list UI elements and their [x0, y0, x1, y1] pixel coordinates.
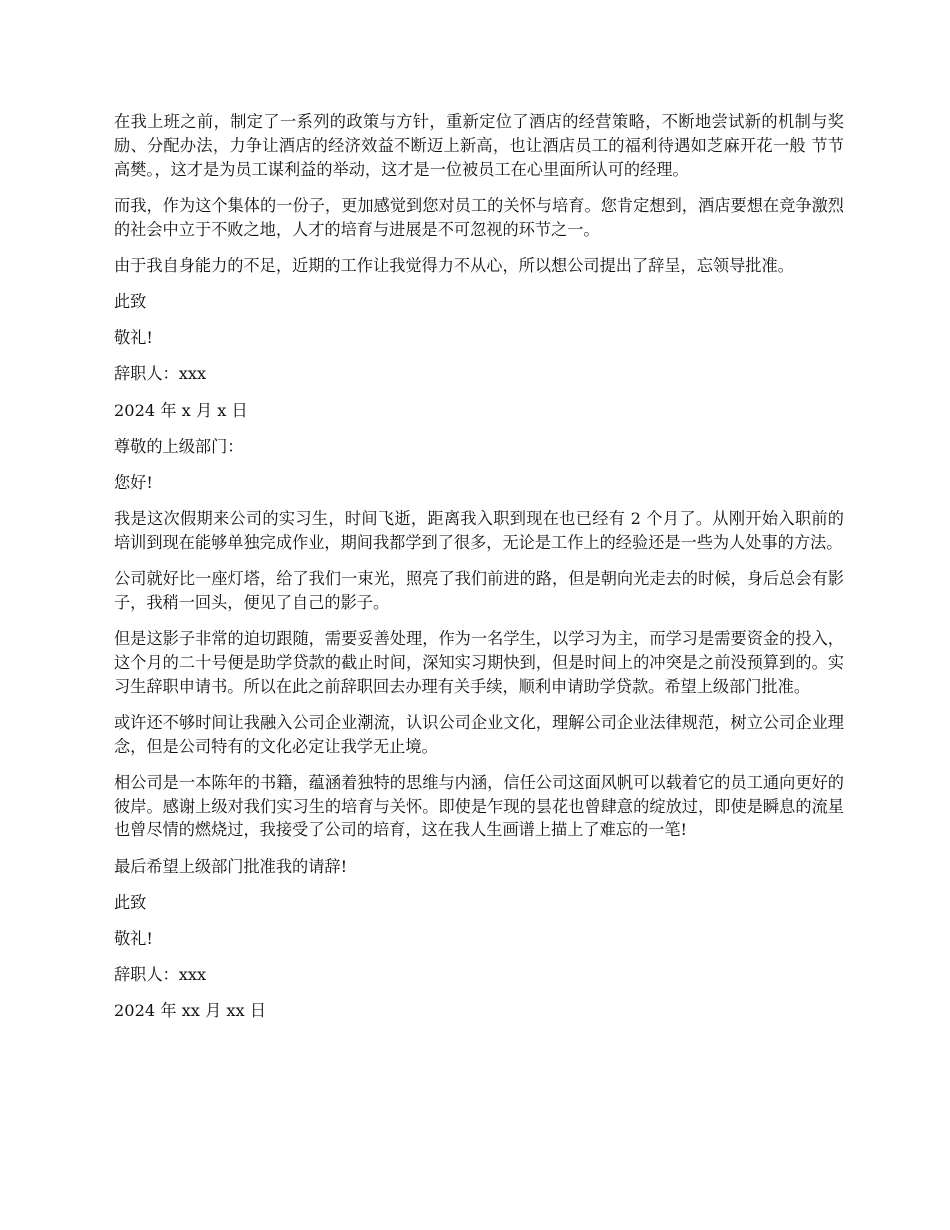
letter-hello: 您好!	[114, 472, 153, 492]
closing-regards-2: 敬礼!	[114, 928, 153, 948]
signature-line-2: 辞职人：xxx	[114, 965, 207, 985]
document-body	[114, 110, 844, 1036]
paragraph-culture: 或许还不够时间让我融入公司企业潮流，认识公司企业文化，理解公司企业法律规范，树立公司企业理念，但是公司特有的文化必定让我学无止境。	[114, 712, 844, 756]
signature-line: 辞职人：xxx	[114, 364, 207, 384]
paragraph-gratitude: 相公司是一本陈年的书籍，蕴涵着独特的思维与内涵，信任公司这面风帆可以载着它的员工通向更好的彼岸。感谢上级对我们实习生的培育与关怀。即使是乍现的昙花也曾肆意的绽放过，即使是瞬息的流星也曾尽情的燃烧过，我接受了公司的培育，这在我人生画谱上描上了难忘的一笔!	[114, 772, 844, 840]
date-line-2: 2024 年 xx 月 xx 日	[114, 1001, 267, 1021]
paragraph-shadow: 但是这影子非常的迫切跟随，需要妥善处理，作为一名学生，以学习为主，而学习是需要资金的投入，这个月的二十号便是助学贷款的截止时间，深知实习期快到，但是时间上的冲突是之前没预算到的。实习生辞职申请书。所以在此之前辞职回去办理有关手续，顺利申请助学贷款。希望上级部门批准。	[114, 629, 844, 696]
paragraph-policy: 在我上班之前，制定了一系列的政策与方针，重新定位了酒店的经营策略，不断地尝试新的机制与奖励、分配办法，力争让酒店的经济效益不断迈上新高，也让酒店员工的福利待遇如芝麻开花一般 节节高樊。，这才是为员工谋利益的举动，这才是一位被员工在心里面所认可的经理。	[114, 112, 844, 179]
paragraph-resignation-reason: 由于我自身能力的不足，近期的工作让我觉得力不从心，所以想公司提出了辞呈，忘领导批准。	[114, 255, 794, 275]
paragraph-intern-intro: 我是这次假期来公司的实习生，时间飞逝，距离我入职到现在也已经有 2 个月了。从刚开始入职前的培训到现在能够单独完成作业，期间我都学到了很多，无论是工作上的经验还是一些为人处事的方法。	[114, 509, 844, 552]
closing-salutation: 此致	[114, 291, 147, 311]
letter-greeting: 尊敬的上级部门：	[114, 436, 244, 456]
closing-salutation-2: 此致	[114, 892, 147, 912]
paragraph-lighthouse: 公司就好比一座灯塔，给了我们一束光，照亮了我们前进的路，但是朝向光走去的时候，身后总会有影子，我稍一回头，便见了自己的影子。	[114, 569, 844, 612]
paragraph-collective: 而我，作为这个集体的一份子，更加感觉到您对员工的关怀与培育。您肯定想到，酒店要想在竞争激烈的社会中立于不败之地，人才的培育与进展是不可忽视的环节之一。	[114, 195, 844, 239]
closing-regards: 敬礼!	[114, 328, 153, 348]
date-line: 2024 年 x 月 x 日	[114, 400, 248, 420]
paragraph-final-request: 最后希望上级部门批准我的请辞!	[114, 856, 348, 876]
